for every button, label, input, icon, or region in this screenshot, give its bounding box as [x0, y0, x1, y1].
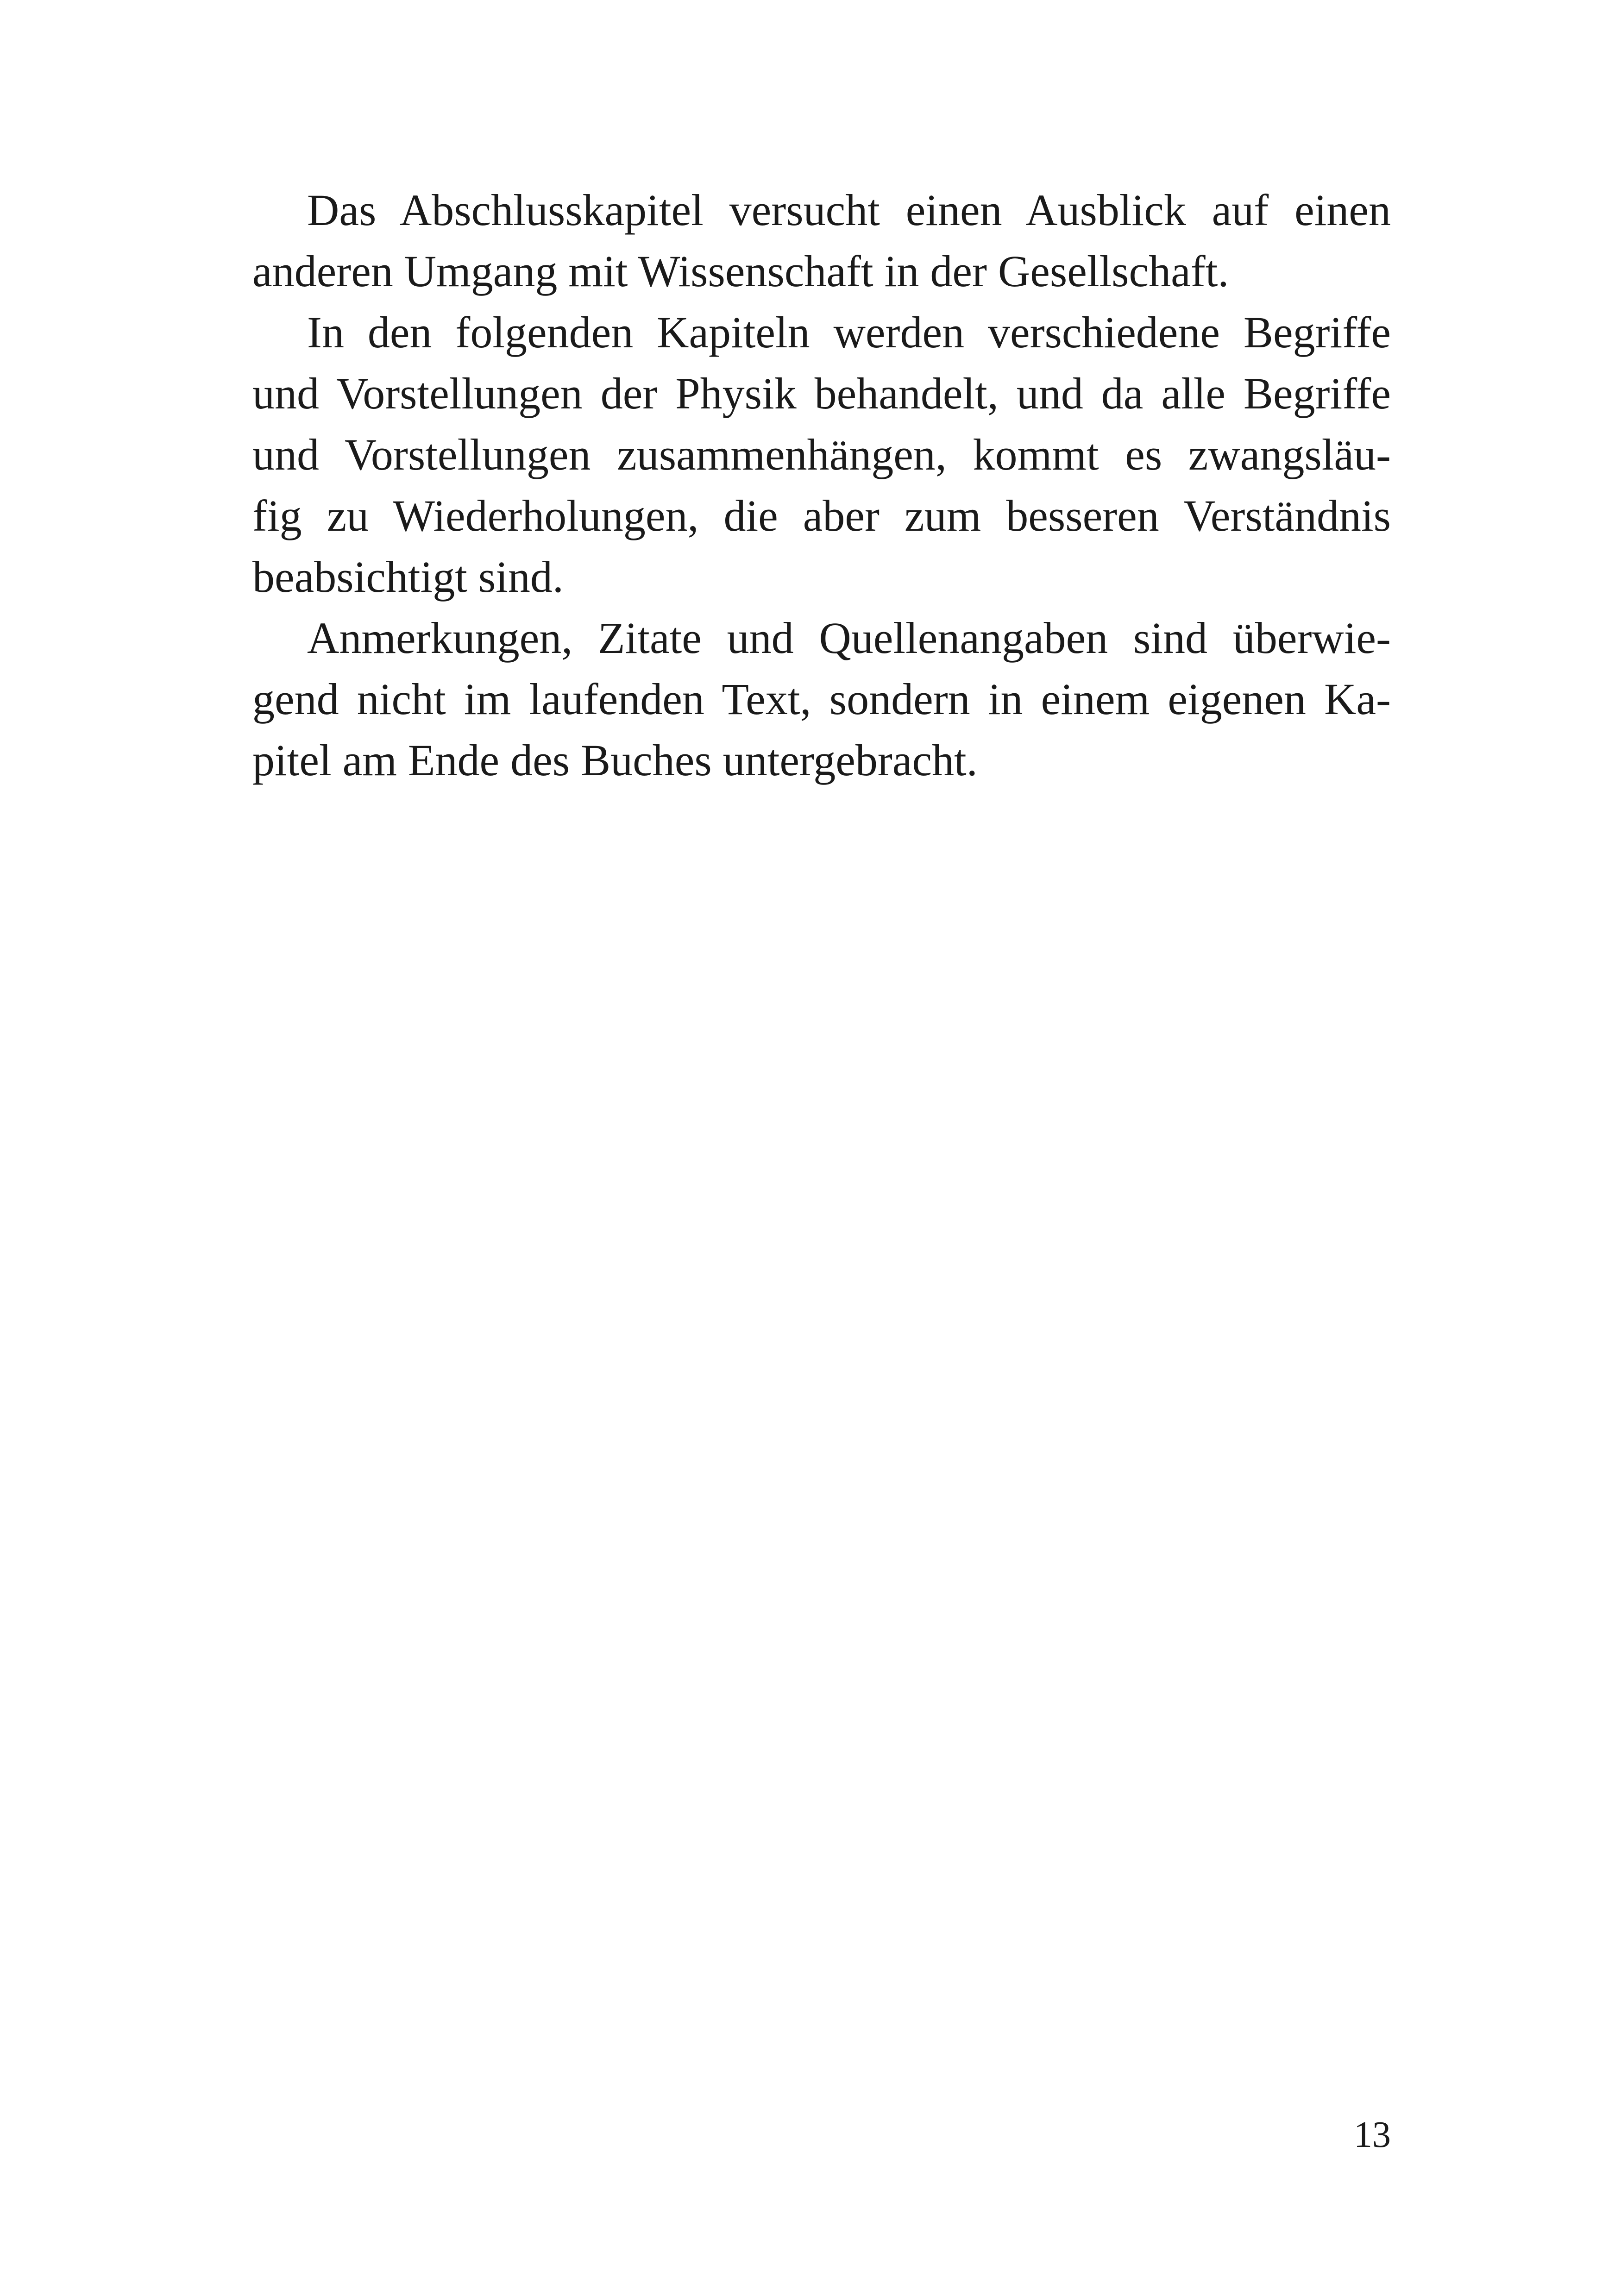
text-line: gend nicht im laufenden Text, sondern in einem eigenen Ka- [252, 674, 1391, 724]
text-line: anderen Umgang mit Wissenschaft in der Gesellschaft. [252, 246, 1229, 296]
paragraph [252, 302, 1391, 608]
text-line: und Vorstellungen der Physik behandelt, und da alle Begriffe [252, 369, 1391, 418]
paragraph [252, 608, 1391, 791]
text-line: Das Abschlusskapitel versucht einen Ausblick auf einen [307, 185, 1391, 235]
text-line: Anmerkungen, Zitate und Quellenangaben sind überwie- [307, 613, 1391, 663]
paragraph [252, 180, 1391, 302]
text-line: In den folgenden Kapiteln werden verschiedene Begriffe [307, 307, 1391, 357]
body-text [252, 180, 1391, 791]
text-line: pitel am Ende des Buches untergebracht. [252, 735, 978, 785]
page-number: 13 [1354, 2114, 1391, 2155]
text-line: beabsichtigt sind. [252, 552, 564, 602]
text-line: und Vorstellungen zusammenhängen, kommt es zwangsläu- [252, 430, 1391, 479]
text-line: fig zu Wiederholungen, die aber zum besseren Verständnis [252, 491, 1391, 540]
